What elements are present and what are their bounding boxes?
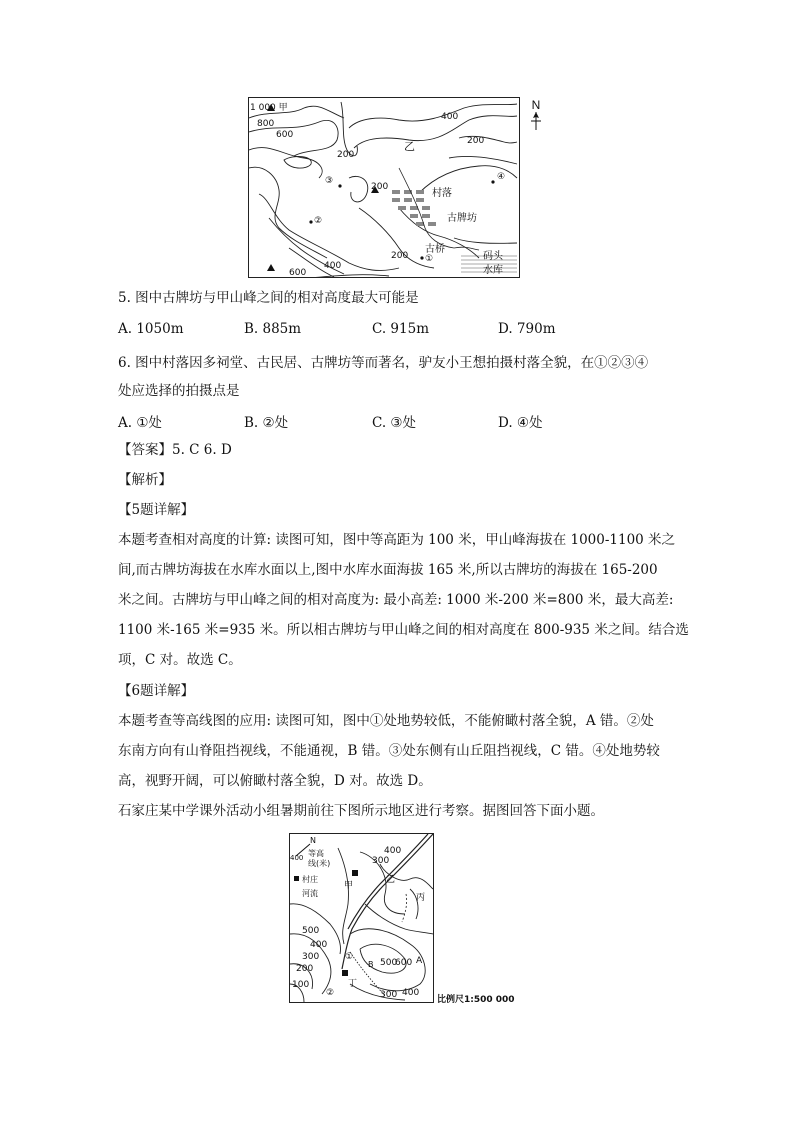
contour-label: 200 [391,251,409,261]
contour-label: 300 [372,856,390,866]
contour-label: 400 [441,112,459,122]
legend-contour-label-1: 等高 [308,849,324,858]
bridge-label: 古桥 [425,244,445,255]
detail-6-title: 【6题详解】 [118,683,195,699]
north-arrow [530,98,542,133]
q5-option-c: C. 915m [372,321,429,337]
legend-village-label: 村庄 [302,875,318,884]
bing-label: 丙 [416,893,426,903]
legend-contour-label-2: 线(米) [308,859,331,868]
yi-label: 乙 [404,140,415,153]
q5-option-d: D. 790m [498,321,556,337]
q6-stem-line1: 6. 图中村落因多祠堂、古民居、古牌坊等而著名，驴友小王想拍摄村落全貌，在①②③④ [118,355,649,371]
point-3-label: ③ [325,176,334,186]
q5-stem: 5. 图中古牌坊与甲山峰之间的相对高度最大可能是 [118,290,419,306]
north-arrow-icon [530,112,542,130]
contour-label: 600 [289,268,307,278]
contour-label: 200 [337,150,355,160]
contour-label: 200 [296,964,314,974]
pier-label: 码头 [483,251,503,262]
q5-option-b: B. 885m [244,321,302,337]
contour-label: 400 [324,261,342,271]
point-2-label: ② [326,988,335,998]
contour-label: 600 [395,958,413,968]
scale-label: 比例尺1:500 000 [437,995,515,1005]
detail-6-line: 高，视野开阔，可以俯瞰村落全貌，D 对。故选 D。 [118,773,432,789]
point-2-label: ② [314,216,323,226]
yi-label: 乙 [386,875,396,885]
point-1-label: ① [345,952,354,962]
reservoir-label: 水库 [483,265,503,276]
contour-label: 100 [292,980,310,990]
legend-contour-value: 400 [290,854,304,862]
contour-label: 400 [310,940,328,950]
detail-5-line: 米之间。古牌坊与甲山峰之间的相对高度为: 最小高差: 1000 米-200 米=800 米，最大高差: [118,592,674,608]
detail-5-line: 1100 米-165 米=935 米。所以相古牌坊与甲山峰之间的相对高度在 800-935 米之间。结合选 [118,622,689,638]
q6-option-c: C. ③处 [372,415,417,431]
contour-map-1 [248,97,520,278]
contour-label: 500 [302,926,320,936]
legend-river-label: 河流 [302,889,318,898]
contour-label: 400 [402,988,420,998]
detail-5-title: 【5题详解】 [118,502,195,518]
q6-option-a: A. ①处 [118,415,162,431]
contour-label: 200 [371,182,389,192]
ding-label: 丁 [348,979,358,989]
q5-option-a: A. 1050m [118,321,184,337]
analysis-title: 【解析】 [118,472,172,488]
north-label: N [531,98,541,112]
jia-label: 甲 [344,881,354,891]
answer-line: 【答案】5. C 6. D [118,442,232,458]
detail-6-line: 本题考查等高线图的应用: 读图可知，图中①处地势较低，不能俯瞰村落全貌，A 错。②处 [118,713,654,729]
archway-label: 古牌坊 [447,213,477,224]
village-label: 村落 [432,188,452,199]
q6-option-d: D. ④处 [498,415,543,431]
detail-5-line: 项，C 对。故选 C。 [118,652,242,668]
point-1-label: ① [425,254,434,264]
q6-option-b: B. ②处 [244,415,289,431]
detail-6-line: 东南方向有山脊阻挡视线，不能通视，B 错。③处东侧有山丘阻挡视线，C 错。④处地势较 [118,743,660,759]
north-label: N [310,836,316,845]
contour-label: 800 [257,119,275,129]
detail-5-line: 间,而古牌坊海拔在水库水面以上,图中水库水面海拔 165 米,所以古牌坊的海拔在 165-200 [118,562,658,578]
contour-label: 300 [302,952,320,962]
jia-peak-label: 1 000 甲 [250,103,288,113]
contour-label: 500 [380,958,398,968]
detail-5-line: 本题考查相对高度的计算: 读图可知，图中等高距为 100 米，甲山峰海拔在 1000-1100 米之 [118,532,676,548]
point-4-label: ④ [497,172,506,182]
A-label: A [416,956,423,966]
B-label: B [368,960,374,969]
contour-label: 200 [467,136,485,146]
contour-map-2 [289,833,434,1003]
contour-label: 300 [380,990,398,1000]
intro-line: 石家庄某中学课外活动小组暑期前往下图所示地区进行考察。据图回答下面小题。 [118,803,604,819]
contour-label: 600 [276,130,294,140]
contour-label: 400 [384,846,402,856]
q6-stem-line2: 处应选择的拍摄点是 [118,383,240,399]
